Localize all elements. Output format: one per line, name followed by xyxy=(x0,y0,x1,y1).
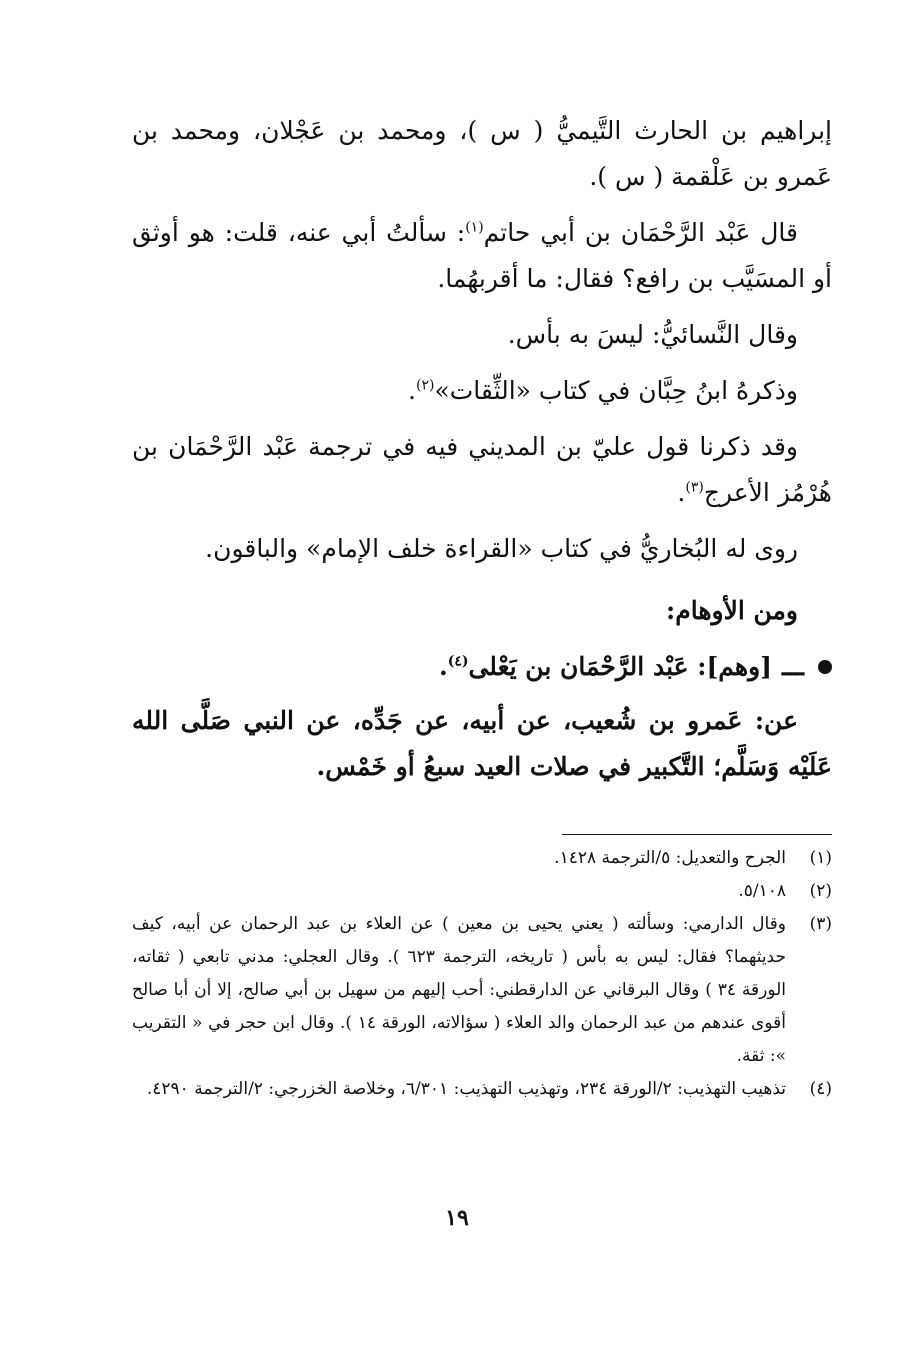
paragraph-1: إبراهيم بن الحارث التَّيميُّ ( س )، ومحمد بن عَجْلان، ومحمد بن عَمرو بن عَلْقمة ( س ). xyxy=(132,116,832,191)
footnote-number: (٤) xyxy=(809,1079,832,1099)
footnote-number: (٣) xyxy=(809,914,832,934)
section-heading: ومن الأوهام: xyxy=(666,596,798,625)
main-text xyxy=(132,108,832,800)
bullet-main: [وهم]: عَبْد الرَّحْمَان بن يَعْلى xyxy=(468,652,773,681)
bullet-text xyxy=(439,644,772,690)
bullet-dash: ـــ xyxy=(782,652,804,681)
paragraph-2-rest: : سألتُ أبي عنه، قلت: هو أوثق أو المسَيَّب بن رافع؟ فقال: ما أقربهُما. xyxy=(132,218,832,293)
footnote-ref-4[interactable]: (٤) xyxy=(447,653,469,670)
footnote-number: (٢) xyxy=(809,881,832,901)
footnote-3 xyxy=(132,908,832,1073)
paragraph-5-main: وقد ذكرنا قول عليّ بن المديني فيه في ترجمة عَبْد الرَّحْمَان بن هُرْمُز الأعرج xyxy=(132,432,832,507)
footnote-text: الجرح والتعديل: ٥/الترجمة ١٤٢٨. xyxy=(554,848,786,868)
hadith-text: عَمرو بن شُعيب، عن أبيه، عن جَدِّه، عن النبي صَلَّى الله عَلَيْه وَسَلَّم؛ التَّكبير في صلات العيد سبعُ أو خَمْس. xyxy=(132,706,832,781)
footnote-4 xyxy=(132,1073,832,1106)
paragraph-5 xyxy=(132,424,832,516)
footnote-ref-1[interactable]: (١) xyxy=(465,219,484,236)
footnote-text: تذهيب التهذيب: ٢/الورقة ٢٣٤، وتهذيب التهذيب: ٦/٣٠١، وخلاصة الخزرجي: ٢/الترجمة ٤٢٩٠. xyxy=(146,1079,786,1099)
paragraph-4-end: . xyxy=(408,376,416,405)
footnote-1 xyxy=(132,842,832,875)
footnote-ref-2[interactable]: (٢) xyxy=(416,377,435,394)
bullet-icon xyxy=(818,660,832,674)
bullet-end: . xyxy=(438,652,448,681)
bullet-item xyxy=(132,644,832,690)
footnote-2 xyxy=(132,875,832,908)
footnote-divider xyxy=(562,834,832,835)
footnotes xyxy=(132,842,832,1106)
hadith-paragraph xyxy=(132,698,832,790)
footnote-text: وقال الدارمي: وسألته ( يعني يحيى بن معين ) عن العلاء بن عبد الرحمان عن أبيه، كيف حديثهما؟ فقال: ليس به بأس ( تاريخه، الترجمة ٦٢٣ ). وقال العجلي: مدني تابعي ( ثقاته، الورقة ٣٤ ) وقال البرقاني عن الدارقطني: أحب إليهم من سهيل بن أبي صالح، إلا أن أبا صالح أقوى عندهم من عبد الرحمان والد العلاء ( سؤالاته، الورقة ١٤ ). وقال ابن حجر في « التقريب »: ثقة. xyxy=(132,914,787,1066)
footnote-number: (١) xyxy=(809,848,832,868)
paragraph-5-end: . xyxy=(677,478,686,507)
paragraph-4 xyxy=(132,368,832,414)
page-number: ١٩ xyxy=(445,1205,469,1231)
paragraph-3: وقال النَّسائيُّ: ليسَ به بأس. xyxy=(507,320,798,349)
paragraph-4-main: وذكرهُ ابنُ حِبَّان في كتاب «الثِّقات» xyxy=(434,376,798,405)
paragraph-6: روى له البُخاريُّ في كتاب «القراءة خلف الإمام» والباقون. xyxy=(205,534,798,563)
footnote-text: ٥/١٠٨. xyxy=(738,881,786,901)
paragraph-2 xyxy=(132,210,832,302)
paragraph-2-main: قال عَبْد الرَّحْمَان بن أبي حاتم xyxy=(483,218,798,247)
footnote-ref-3[interactable]: (٣) xyxy=(685,479,704,496)
hadith-lead: عن: xyxy=(754,706,798,735)
